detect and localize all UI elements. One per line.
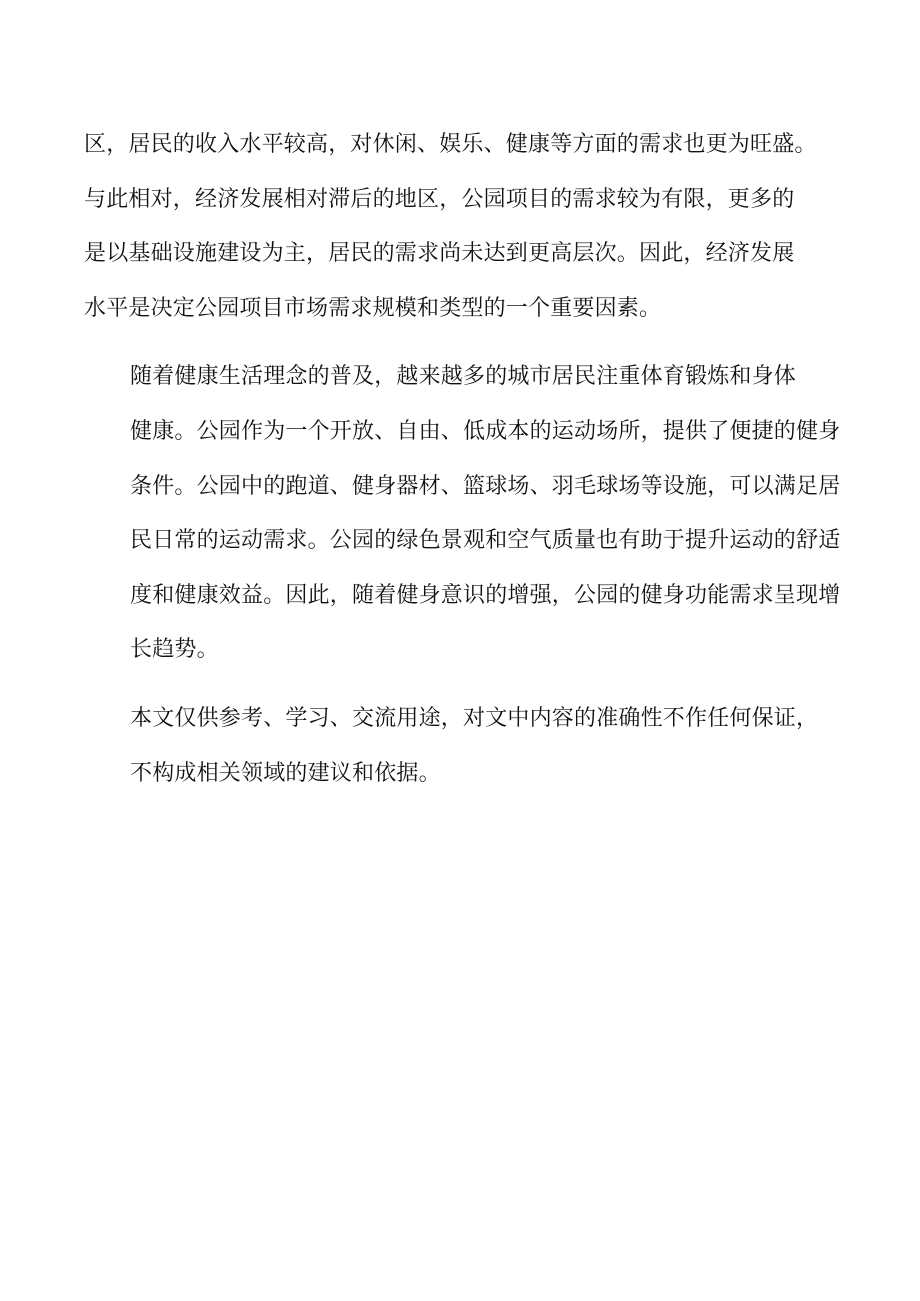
document-body — [84, 118, 841, 801]
text-line: 随着健康生活理念的普及，越来越多的城市居民注重体育锻炼和身体 — [130, 364, 797, 390]
text-line: 长趋势。 — [130, 637, 219, 663]
text-line: 与此相对，经济发展相对滞后的地区，公园项目的需求较为有限，更多的 — [84, 186, 795, 212]
text-line: 区，居民的收入水平较高，对休闲、娱乐、健康等方面的需求也更为旺盛。 — [84, 132, 817, 157]
paragraph-economic-level — [84, 118, 836, 336]
text-line: 不构成相关领域的建议和依据。 — [130, 760, 441, 786]
text-line: 是以基础设施建设为主，居民的需求尚未达到更高层次。因此，经济发展 — [84, 241, 795, 267]
text-line: 本文仅供参考、学习、交流用途，对文中内容的准确性不作任何保证， — [130, 705, 819, 731]
paragraph-fitness-demand — [84, 350, 841, 678]
text-line: 度和健康效益。因此，随着健身意识的增强，公园的健身功能需求呈现增 — [130, 582, 841, 608]
text-line: 水平是决定公园项目市场需求规模和类型的一个重要因素。 — [84, 295, 662, 321]
text-line: 健康。公园作为一个开放、自由、低成本的运动场所，提供了便捷的健身 — [130, 418, 841, 444]
text-line: 民日常的运动需求。公园的绿色景观和空气质量也有助于提升运动的舒适 — [130, 528, 841, 554]
text-line: 条件。公园中的跑道、健身器材、篮球场、羽毛球场等设施，可以满足居 — [130, 473, 841, 499]
paragraph-disclaimer — [84, 692, 836, 801]
